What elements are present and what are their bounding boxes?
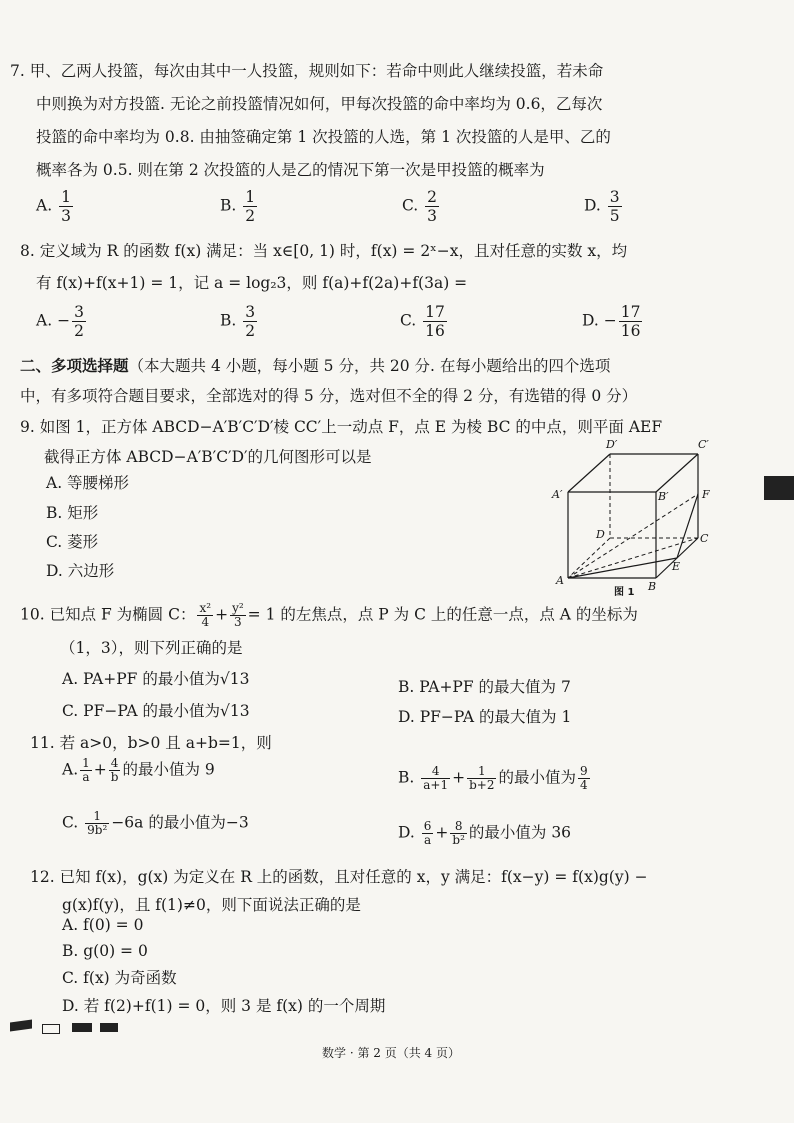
q12-option-b: B. g(0) = 0 (62, 942, 148, 960)
q7-line-3: 投篮的命中率均为 0.8. 由抽签确定第 1 次投篮的人选，第 1 次投篮的人是甲、乙的 (36, 128, 611, 146)
section-2-instructions: （本大题共 4 小题，每小题 5 分，共 20 分. 在每小题给出的四个选项 (128, 357, 611, 375)
section-2-line-2: 中，有多项符合题目要求，全部选对的得 5 分，选对但不全的得 2 分，有选错的得 0 分） (20, 387, 638, 405)
q10-option-d: D. PF−PA 的最大值为 1 (398, 708, 572, 726)
q8-option-a: A. − $\frac{3}{2}$ (36, 303, 84, 340)
q8-option-b: B. $\frac{3}{2}$ (220, 303, 256, 340)
q7-line-1: 7. 甲、乙两人投篮，每次由其中一人投篮，规则如下：若命中则此人继续投篮，若未命 (10, 62, 604, 80)
label-d: D (596, 528, 605, 541)
q10-option-c: C. PF−PA 的最小值为√13 (62, 702, 250, 720)
q12-line-1: 12. 已知 f(x)，g(x) 为定义在 R 上的函数，且对任意的 x，y 满足：f(x−y) = f(x)g(y) − (30, 868, 648, 886)
q11-option-b: B. $\frac{4}{a+1}$ + $\frac{1}{b+2}$ 的最小值为 $\frac{9}{4}$ (398, 764, 588, 792)
q10-line-2: （1，3），则下列正确的是 (60, 639, 243, 657)
q9-line-2: 截得正方体 ABCD−A′B′C′D′的几何图形可以是 (44, 448, 372, 466)
label-c-prime: C′ (698, 438, 709, 451)
q11-option-d: D. $\frac{6}{a}$ + $\frac{8}{\text{b²}}$ 的最小值为 36 (398, 819, 572, 847)
q8-line-2: 有 f(x)+f(x+1) = 1，记 a = log₂3，则 f(a)+f(2a)+f(3a) = (36, 274, 468, 292)
section-2-title: 二、多项选择题 (20, 356, 129, 375)
label-b-prime: B′ (658, 490, 669, 503)
q10-line-1: 10. 已知点 F 为椭圆 C： $\frac{\text{x²}}{4}$ + $\frac{\text{y²}}{3}$ = 1 的左焦点，点 P 为 C 上的任意一点，点 A 的坐标为 (20, 601, 638, 629)
q7-option-d: D. $\frac{3}{5}$ (584, 188, 620, 225)
q9-option-d: D. 六边形 (46, 562, 115, 580)
section-2-heading (20, 355, 610, 377)
q8-option-c: C. $\frac{17}{16}$ (400, 303, 445, 340)
label-a: A (556, 574, 564, 587)
label-c: C (700, 532, 709, 545)
q7-option-c: C. $\frac{2}{3}$ (402, 188, 438, 225)
label-f: F (702, 488, 710, 501)
q12-line-2: g(x)f(y)，且 f(1)≠0，则下面说法正确的是 (62, 896, 361, 914)
q9-option-c: C. 菱形 (46, 533, 99, 551)
q12-option-d: D. 若 f(2)+f(1) = 0，则 3 是 f(x) 的一个周期 (62, 997, 386, 1015)
q8-line-1: 8. 定义域为 R 的函数 f(x) 满足：当 x∈[0, 1) 时，f(x) = 2ˣ−x，且对任意的实数 x，均 (20, 242, 628, 260)
label-a-prime: A′ (552, 488, 563, 501)
q7-line-4: 概率各为 0.5. 则在第 2 次投篮的人是乙的情况下第一次是甲投篮的概率为 (36, 161, 545, 179)
q7-option-b: B. $\frac{1}{2}$ (220, 188, 256, 225)
q10-option-b: B. PA+PF 的最大值为 7 (398, 678, 571, 696)
label-e: E (672, 560, 681, 573)
q12-option-a: A. f(0) = 0 (62, 916, 144, 934)
q7-line-2: 中则换为对方投篮. 无论之前投篮情况如何，甲每次投篮的命中率均为 0.6，乙每次 (36, 95, 603, 113)
q8-option-d: D. − $\frac{17}{16}$ (582, 303, 641, 340)
page-footer: 数学 · 第 2 页（共 4 页） (322, 1046, 460, 1060)
q10-option-a: A. PA+PF 的最小值为√13 (62, 670, 250, 688)
q11-option-c: C. $\frac{1}{\text{9b²}}$ −6a 的最小值为−3 (62, 809, 249, 837)
q9-option-b: B. 矩形 (46, 504, 99, 522)
cube-figure (548, 432, 728, 598)
q11-line-1: 11. 若 a>0，b>0 且 a+b=1，则 (30, 734, 272, 752)
q7-option-a: A. $\frac{1}{3}$ (36, 188, 71, 225)
side-tab-mark (764, 476, 794, 500)
q11-option-a: A. $\frac{1}{a}$ + $\frac{4}{b}$ 的最小值为 9 (62, 756, 215, 784)
label-b: B (648, 580, 657, 593)
q9-line-1: 9. 如图 1，正方体 ABCD−A′B′C′D′棱 CC′上一动点 F，点 E 为棱 BC 的中点，则平面 AEF (20, 418, 663, 436)
q12-option-c: C. f(x) 为奇函数 (62, 969, 177, 987)
figure-caption: 图 1 (614, 587, 635, 598)
label-d-prime: D′ (606, 438, 618, 451)
q9-option-a: A. 等腰梯形 (46, 474, 130, 492)
